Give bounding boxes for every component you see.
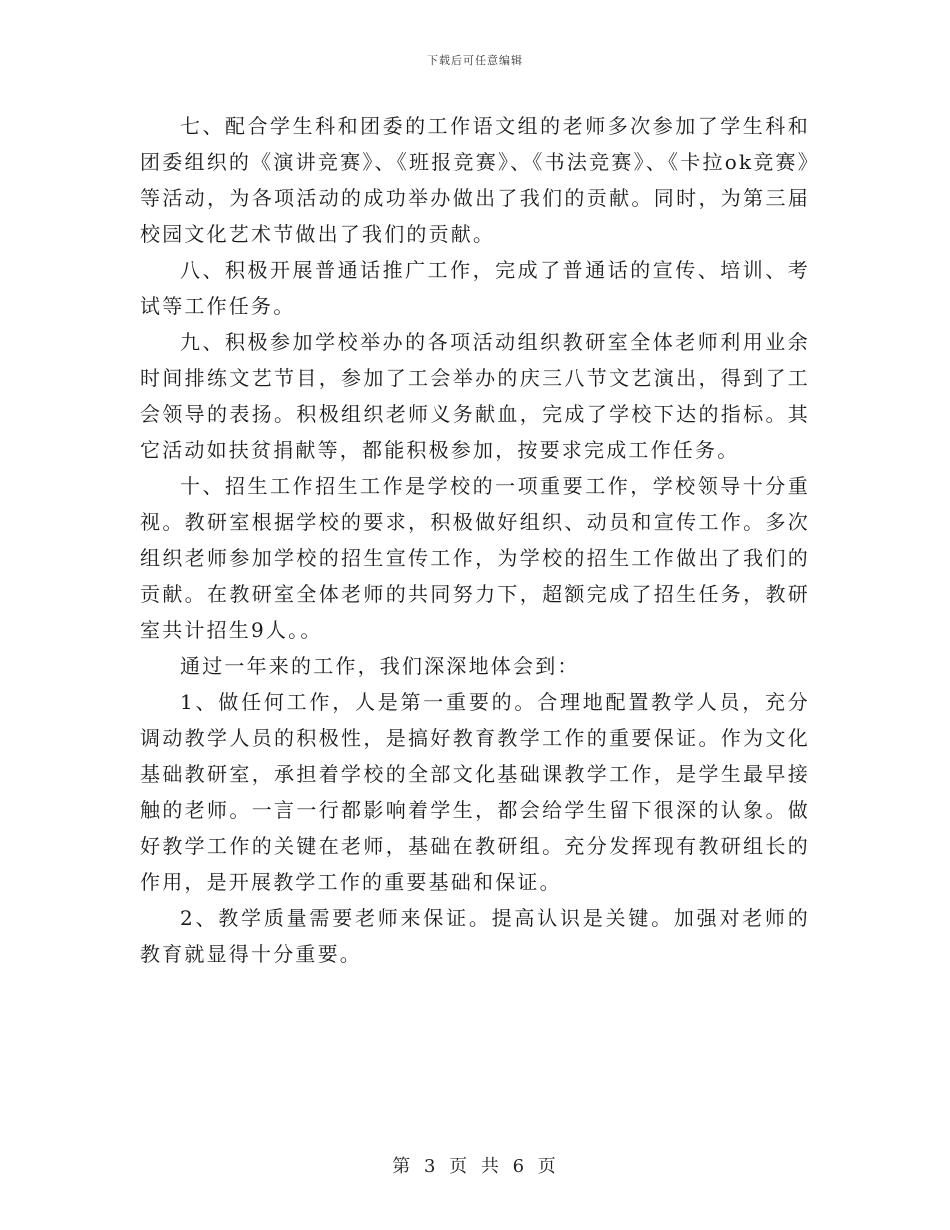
paragraph-nine: 九、积极参加学校举办的各项活动组织教研室全体老师利用业余时间排练文艺节目，参加了工会举办的庆三八节文艺演出，得到了工会领导的表扬。积极组织老师义务献血，完成了学校下达的指标。其它活动如扶贫捐献等，都能积极参加，按要求完成工作任务。 bbox=[140, 330, 810, 462]
paragraph-point-two: 2、教学质量需要老师来保证。提高认识是关键。加强对老师的教育就显得十分重要。 bbox=[140, 906, 810, 966]
document-body bbox=[140, 108, 810, 972]
paragraph-eight: 八、积极开展普通话推广工作，完成了普通话的宣传、培训、考试等工作任务。 bbox=[140, 258, 810, 318]
page-footer: 第 3 页 共 6 页 bbox=[392, 1156, 558, 1177]
paragraph-ten: 十、招生工作招生工作是学校的一项重要工作，学校领导十分重视。教研室根据学校的要求，积极做好组织、动员和宣传工作。多次组织老师参加学校的招生宣传工作，为学校的招生工作做出了我们的贡献。在教研室全体老师的共同努力下，超额完成了招生任务，教研室共计招生9人。。 bbox=[140, 474, 810, 642]
paragraph-summary-intro: 通过一年来的工作，我们深深地体会到： bbox=[180, 654, 580, 678]
page-header: 下载后可任意编辑 bbox=[427, 54, 523, 67]
paragraph-point-one: 1、做任何工作，人是第一重要的。合理地配置教学人员，充分调动教学人员的积极性，是搞好教育教学工作的重要保证。作为文化基础教研室，承担着学校的全部文化基础课教学工作，是学生最早接触的老师。一言一行都影响着学生，都会给学生留下很深的认象。做好教学工作的关键在老师，基础在教研组。充分发挥现有教研组长的作用，是开展教学工作的重要基础和保证。 bbox=[140, 690, 810, 894]
paragraph-seven: 七、配合学生科和团委的工作语文组的老师多次参加了学生科和团委组织的《演讲竞赛》、《班报竞赛》、《书法竞赛》、《卡拉ok竞赛》等活动，为各项活动的成功举办做出了我们的贡献。同时，为第三届校园文化艺术节做出了我们的贡献。 bbox=[140, 114, 810, 246]
